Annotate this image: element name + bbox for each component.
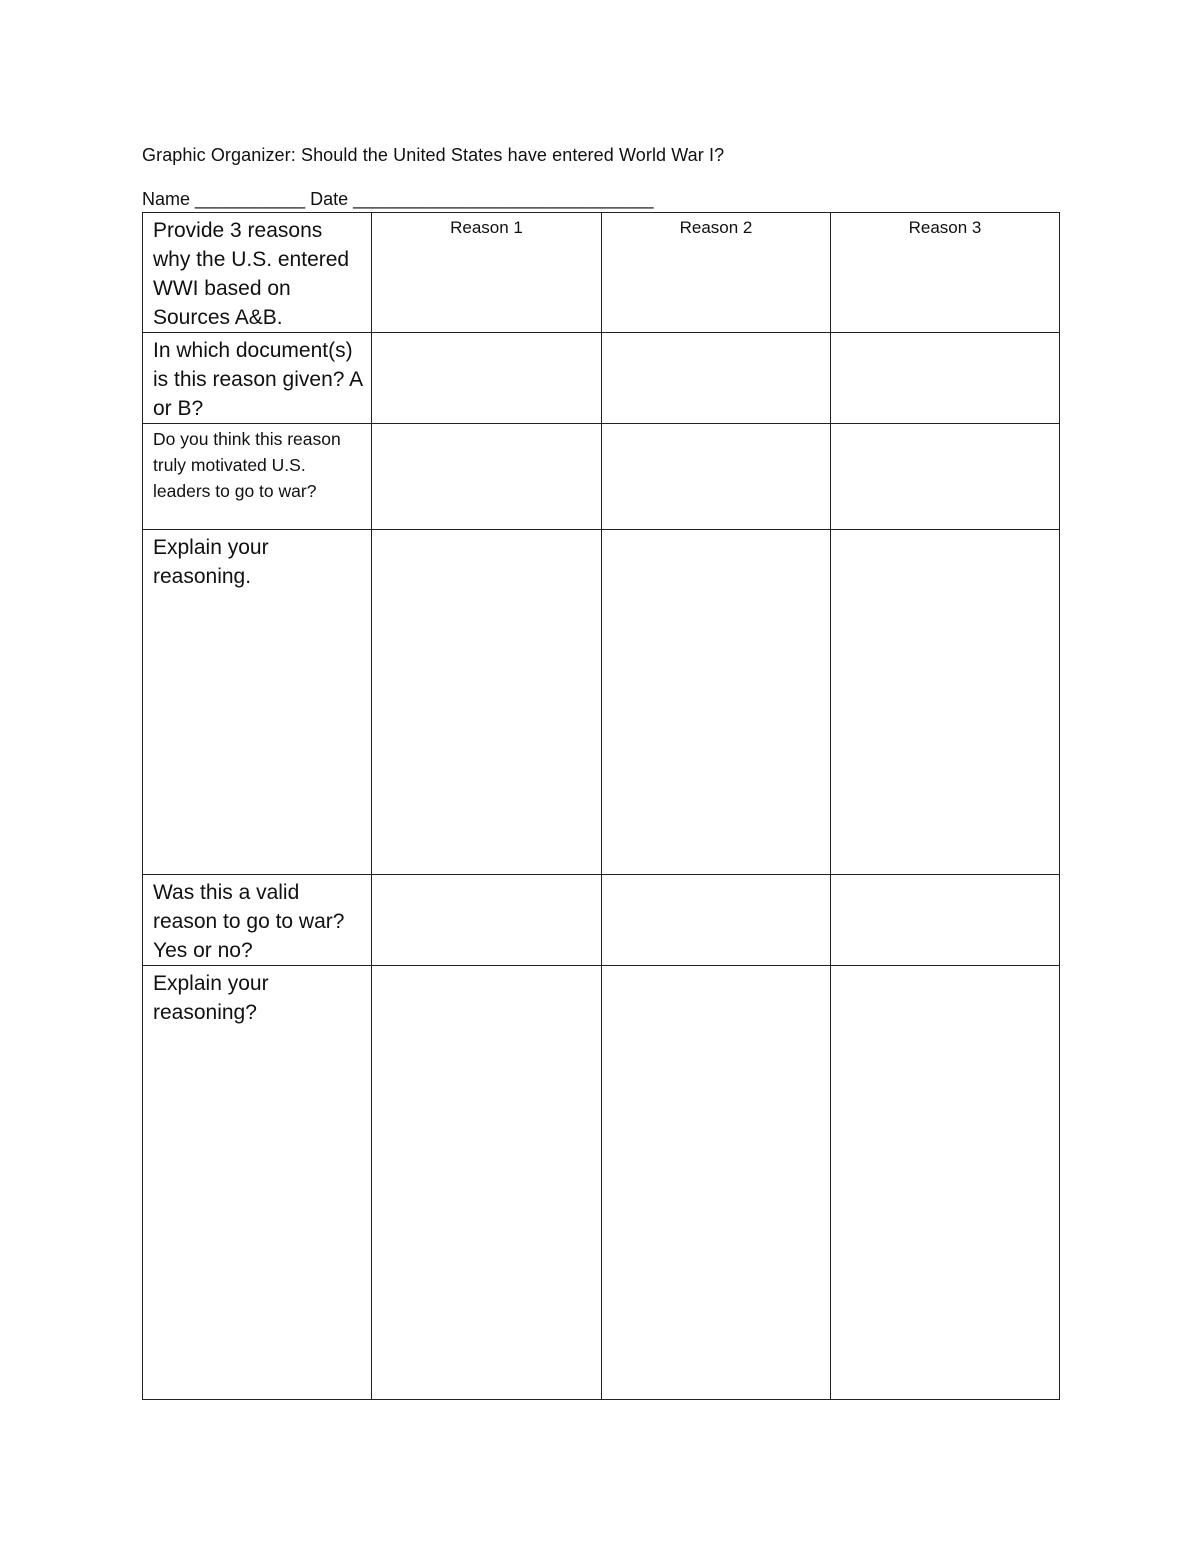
answer-cell[interactable] bbox=[602, 424, 831, 530]
column-header-cell[interactable] bbox=[831, 213, 1060, 333]
answer-cell[interactable] bbox=[602, 333, 831, 424]
answer-cell[interactable] bbox=[831, 875, 1060, 966]
table-row bbox=[143, 875, 1060, 966]
table-row bbox=[143, 333, 1060, 424]
answer-cell[interactable] bbox=[372, 530, 602, 875]
table-row bbox=[143, 213, 1060, 333]
column-header-cell[interactable] bbox=[372, 213, 602, 333]
page-title: Graphic Organizer: Should the United States have entered World War I? bbox=[142, 145, 725, 165]
table-row bbox=[143, 530, 1060, 875]
answer-cell[interactable] bbox=[831, 333, 1060, 424]
row-label-cell bbox=[143, 530, 372, 875]
row-label-cell bbox=[143, 875, 372, 966]
answer-cell[interactable] bbox=[831, 530, 1060, 875]
organizer-table bbox=[142, 212, 1060, 1400]
answer-cell[interactable] bbox=[372, 333, 602, 424]
answer-cell[interactable] bbox=[602, 966, 831, 1400]
row-label-motivation: Do you think this reason truly motivated U.S. leaders to go to war? bbox=[153, 429, 341, 501]
name-date-line: Name ___________ Date ______________________________ bbox=[142, 189, 654, 209]
row-label-cell bbox=[143, 213, 372, 333]
row-label-explain-2: Explain your reasoning? bbox=[153, 972, 269, 1024]
table-row bbox=[143, 966, 1060, 1400]
answer-cell[interactable] bbox=[602, 530, 831, 875]
row-label-cell bbox=[143, 424, 372, 530]
answer-cell[interactable] bbox=[602, 875, 831, 966]
row-label-document: In which document(s) is this reason given? A or B? bbox=[153, 339, 362, 420]
row-label-explain-1: Explain your reasoning. bbox=[153, 536, 269, 588]
column-header-reason-1: Reason 1 bbox=[450, 218, 523, 237]
row-label-reasons: Provide 3 reasons why the U.S. entered WWI based on Sources A&B. bbox=[153, 219, 350, 329]
column-header-reason-3: Reason 3 bbox=[908, 218, 982, 237]
row-label-valid: Was this a valid reason to go to war? Yes or no? bbox=[153, 881, 345, 962]
table-row bbox=[143, 424, 1060, 530]
answer-cell[interactable] bbox=[372, 875, 602, 966]
answer-cell[interactable] bbox=[831, 966, 1060, 1400]
row-label-cell bbox=[143, 966, 372, 1400]
answer-cell[interactable] bbox=[372, 966, 602, 1400]
column-header-reason-2: Reason 2 bbox=[679, 218, 753, 237]
answer-cell[interactable] bbox=[372, 424, 602, 530]
answer-cell[interactable] bbox=[831, 424, 1060, 530]
row-label-cell bbox=[143, 333, 372, 424]
column-header-cell[interactable] bbox=[602, 213, 831, 333]
